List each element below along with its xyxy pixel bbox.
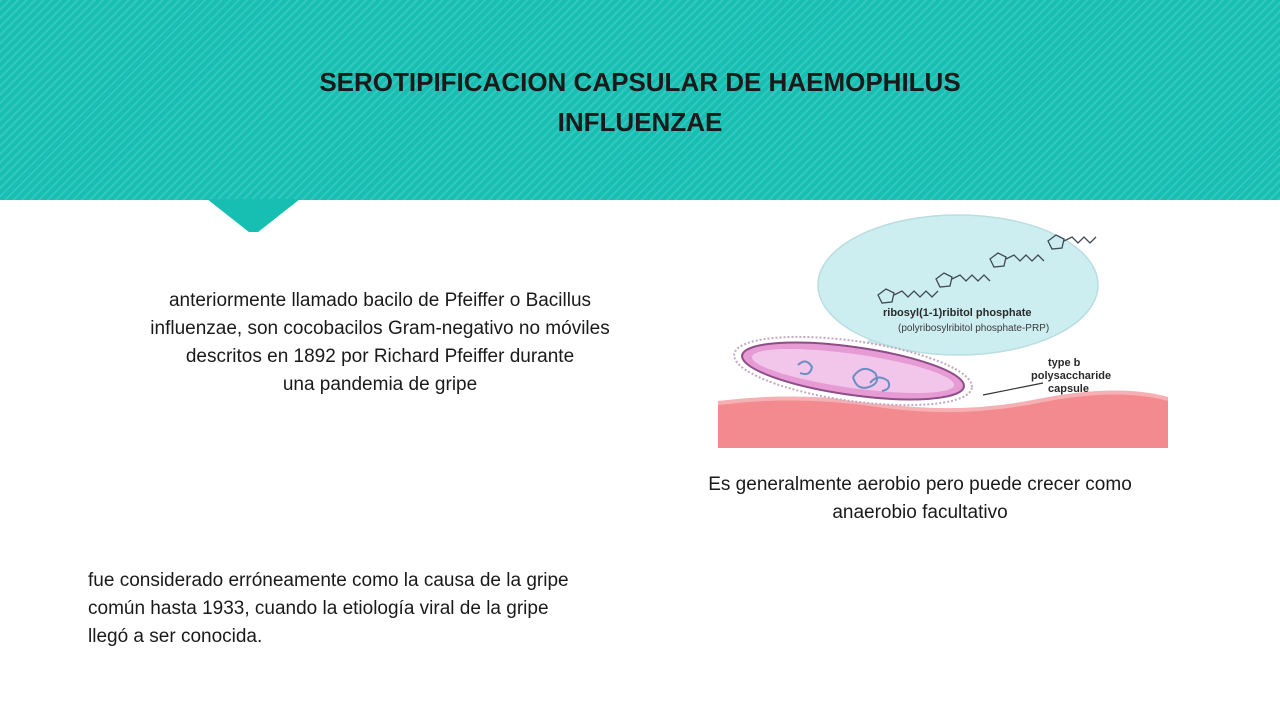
paragraph-line: fue considerado erróneamente como la causa de la gripe (88, 570, 569, 591)
paragraph-metabolism (620, 471, 1220, 527)
paragraph-line: común hasta 1933, cuando la etiología viral de la gripe (88, 598, 549, 619)
capsule-label-line-2: polysaccharide (1031, 370, 1112, 382)
paragraph-description (60, 287, 700, 399)
capsule-illustration (718, 213, 1168, 448)
title-line-2: INFLUENZAE (557, 107, 723, 137)
capsule-label-line-1: type b (1048, 357, 1081, 369)
header-notch (207, 199, 300, 232)
paragraph-history (88, 567, 708, 651)
paragraph-line: anteriormente llamado bacilo de Pfeiffer o Bacillus (168, 290, 592, 311)
paragraph-line: influenzae, son cocobacilos Gram-negativo no móviles (150, 318, 610, 339)
title-line-1: SEROTIPIFICACION CAPSULAR DE HAEMOPHILUS (319, 67, 961, 97)
slide-title (180, 62, 1100, 142)
capsule-label-line-3: capsule (1048, 383, 1089, 395)
paragraph-line: una pandemia de gripe (282, 374, 478, 395)
callout-bubble (818, 215, 1098, 355)
molecule-label: ribosyl(1-1)ribitol phosphate (883, 307, 1032, 319)
molecule-sublabel: (polyribosylribitol phosphate-PRP) (898, 323, 1050, 334)
paragraph-line: Es generalmente aerobio pero puede crecer como (708, 474, 1132, 495)
bacterium-capsule-figure (718, 213, 1168, 448)
paragraph-line: anaerobio facultativo (832, 502, 1008, 523)
paragraph-line: llegó a ser conocida. (88, 626, 263, 647)
paragraph-line: descritos en 1892 por Richard Pfeiffer durante (185, 346, 575, 367)
capsule-leader-line (983, 383, 1043, 395)
